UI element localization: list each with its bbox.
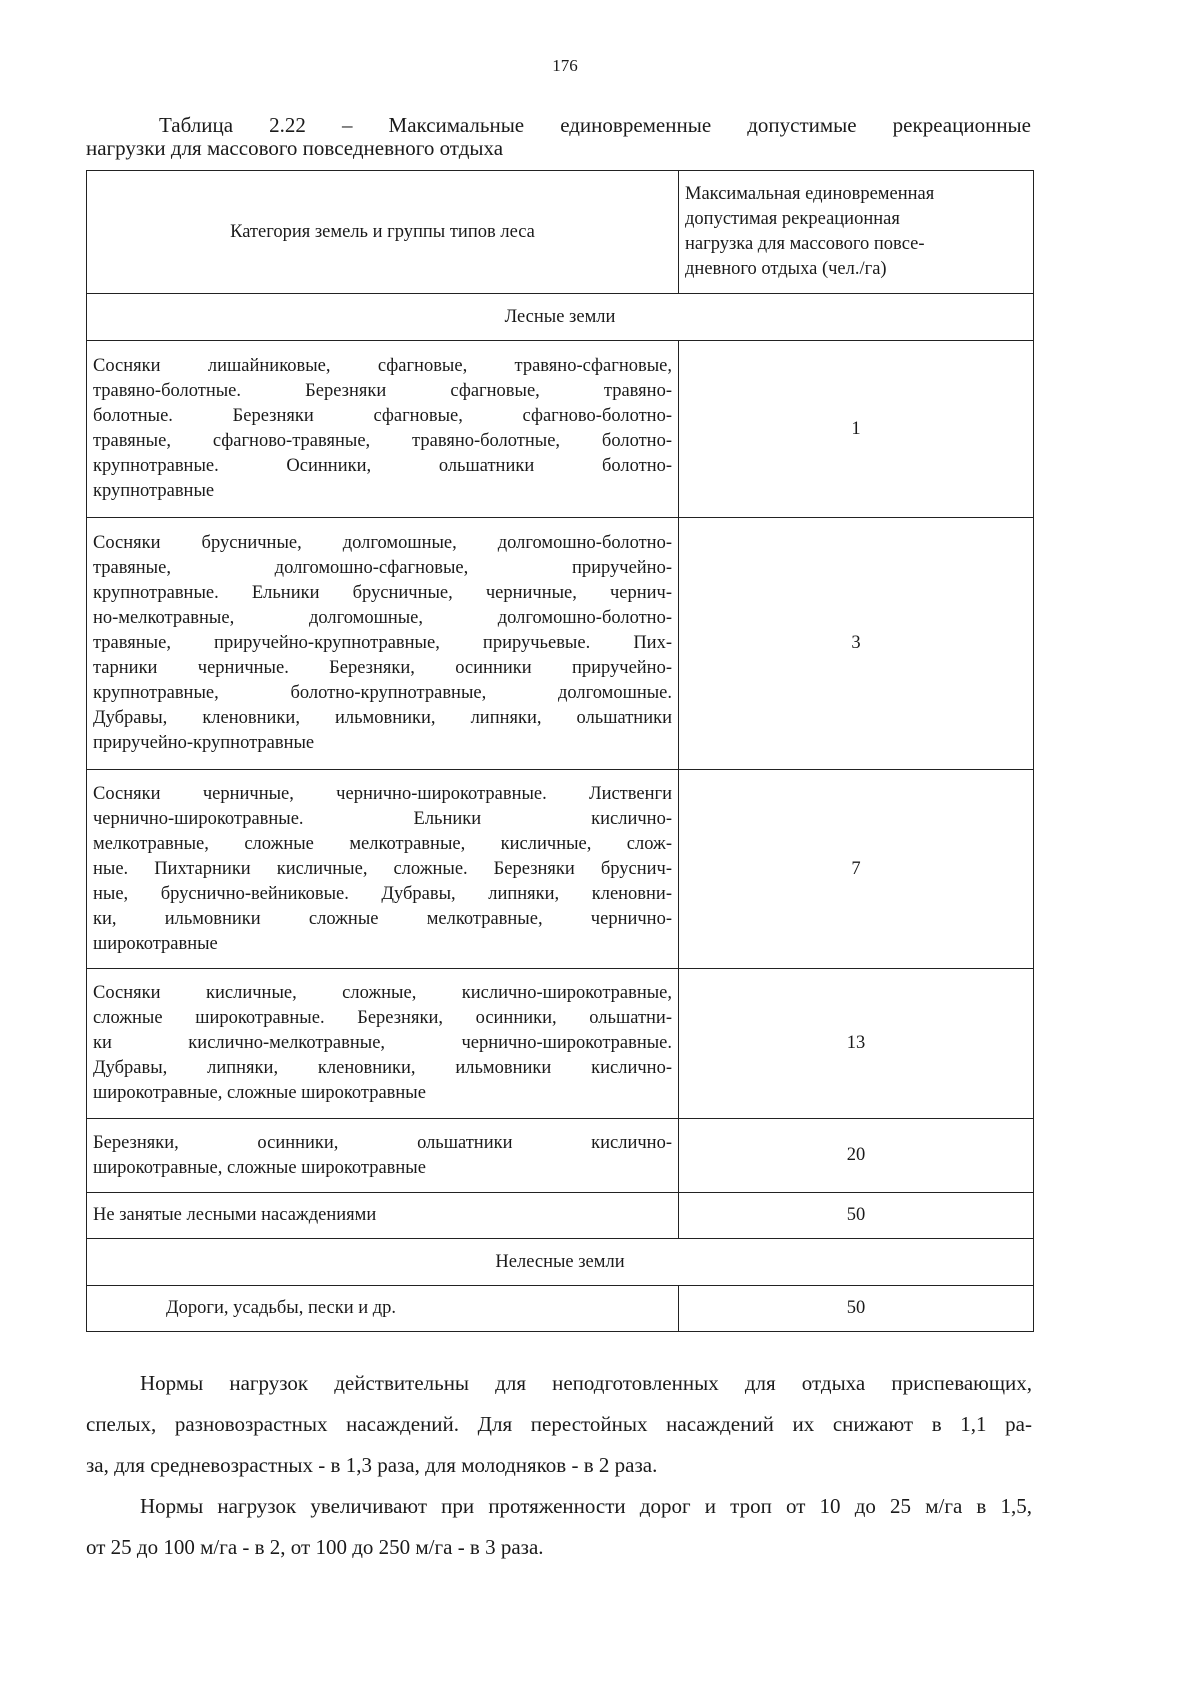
section-title-nonforest: Нелесные земли [87,1239,1034,1286]
value-cell: 20 [679,1119,1034,1193]
header-value [679,171,1034,294]
page-number: 176 [552,56,578,75]
value-cell: 1 [679,341,1034,518]
category-cell [87,770,679,969]
table-caption [86,114,1031,160]
category-line: широкотравные, сложные широкотравные [93,1083,426,1103]
category-line: Сосняки черничные, чернично-широкотравные. Лиственги [93,783,672,804]
category-line: травяные, приручейно-крупнотравные, приручьевые. Пих- [93,633,672,653]
category-line: Дубравы, липняки, кленовники, ильмовники кислично- [93,1058,672,1078]
category-line: ные. Пихтарники кисличные, сложные. Березняки бруснич- [93,858,672,879]
category-line: крупнотравные [93,481,215,501]
value-cell: 50 [679,1193,1034,1239]
category-cell [87,969,679,1119]
category-line: тарники черничные. Березняки, осинники приручейно- [93,658,672,678]
table-row [87,969,1034,1119]
category-line: ки, ильмовники сложные мелкотравные, чернично- [93,908,672,929]
category-line: Не занятые лесными насаждениями [93,1205,377,1225]
header-value-line: дневного отдыха (чел./га) [685,259,887,279]
category-line: Дубравы, кленовники, ильмовники, липняки, ольшатники [93,708,672,728]
category-line: крупнотравные. Ельники брусничные, черничные, чернич- [93,583,672,603]
category-line: болотные. Березняки сфагновые, сфагново-болотно- [93,406,672,426]
category-cell [87,1119,679,1193]
table-row [87,341,1034,518]
paragraph-line: от 25 до 100 м/га - в 2, от 100 до 250 м/га - в 3 раза. [86,1535,544,1559]
value-cell: 3 [679,518,1034,770]
category-line: мелкотравные, сложные мелкотравные, кисличные, слож- [93,833,672,854]
recreation-load-table [86,170,1034,1332]
table-row [87,770,1034,969]
category-cell [87,1193,679,1239]
category-line: приручейно-крупнотравные [93,733,315,753]
category-line: широкотравные, сложные широкотравные [93,1157,426,1178]
category-line: ки кислично-мелкотравные, чернично-широкотравные. [93,1033,672,1053]
value-cell: 13 [679,969,1034,1119]
category-line: ные, бруснично-вейниковые. Дубравы, липняки, кленовни- [93,883,672,904]
category-cell [87,341,679,518]
category-line: сложные широкотравные. Березняки, осинники, ольшатни- [93,1008,672,1028]
value-cell: 7 [679,770,1034,969]
paragraph-line: за, для средневозрастных - в 1,3 раза, для молодняков - в 2 раза. [86,1453,658,1477]
table-row [87,1193,1034,1239]
header-category: Категория земель и группы типов леса [87,171,679,294]
paragraph-line: Нормы нагрузок действительны для неподготовленных для отдыха приспевающих, [140,1371,1032,1395]
paragraph-norms-validity [86,1363,1032,1486]
section-row [87,294,1034,341]
category-line: травяные, сфагново-травяные, травяно-болотные, болотно- [93,431,672,451]
header-value-line: Максимальная единовременная [685,184,935,204]
category-line: травяно-болотные. Березняки сфагновые, травяно- [93,381,672,401]
table-row [87,1286,1034,1332]
table-row [87,518,1034,770]
category-line: чернично-широкотравные. Ельники кислично- [93,808,672,829]
value-cell: 50 [679,1286,1034,1332]
category-cell [87,518,679,770]
category-line: но-мелкотравные, долгомошные, долгомошно-болотно- [93,608,672,628]
category-line: травяные, долгомошно-сфагновые, приручейно- [93,558,672,578]
category-line: Сосняки лишайниковые, сфагновые, травяно-сфагновые, [93,356,672,376]
table-header-row [87,171,1034,294]
paragraph-line: Нормы нагрузок увеличивают при протяженности дорог и троп от 10 до 25 м/га в 1,5, [140,1494,1032,1518]
header-value-line: нагрузка для массового повсе- [685,234,925,254]
table-row [87,1119,1034,1193]
paragraph-norms-increase [86,1486,1032,1568]
category-cell: Дороги, усадьбы, пески и др. [87,1286,679,1332]
category-line: Березняки, осинники, ольшатники кислично- [93,1132,672,1153]
section-row [87,1239,1034,1286]
section-title-forest: Лесные земли [87,294,1034,341]
header-value-line: допустимая рекреационная [685,209,900,229]
category-line: Сосняки брусничные, долгомошные, долгомошно-болотно- [93,533,672,553]
caption-line: Таблица 2.22 – Максимальные единовременные допустимые рекреационные [159,113,1031,137]
category-line: широкотравные [93,933,218,954]
category-line: Сосняки кисличные, сложные, кислично-широкотравные, [93,983,672,1003]
category-line: крупнотравные. Осинники, ольшатники болотно- [93,456,672,476]
category-line: крупнотравные, болотно-крупнотравные, долгомошные. [93,683,672,703]
caption-line: нагрузки для массового повседневного отдыха [86,136,504,160]
paragraph-line: спелых, разновозрастных насаждений. Для перестойных насаждений их снижают в 1,1 ра- [86,1412,1032,1436]
